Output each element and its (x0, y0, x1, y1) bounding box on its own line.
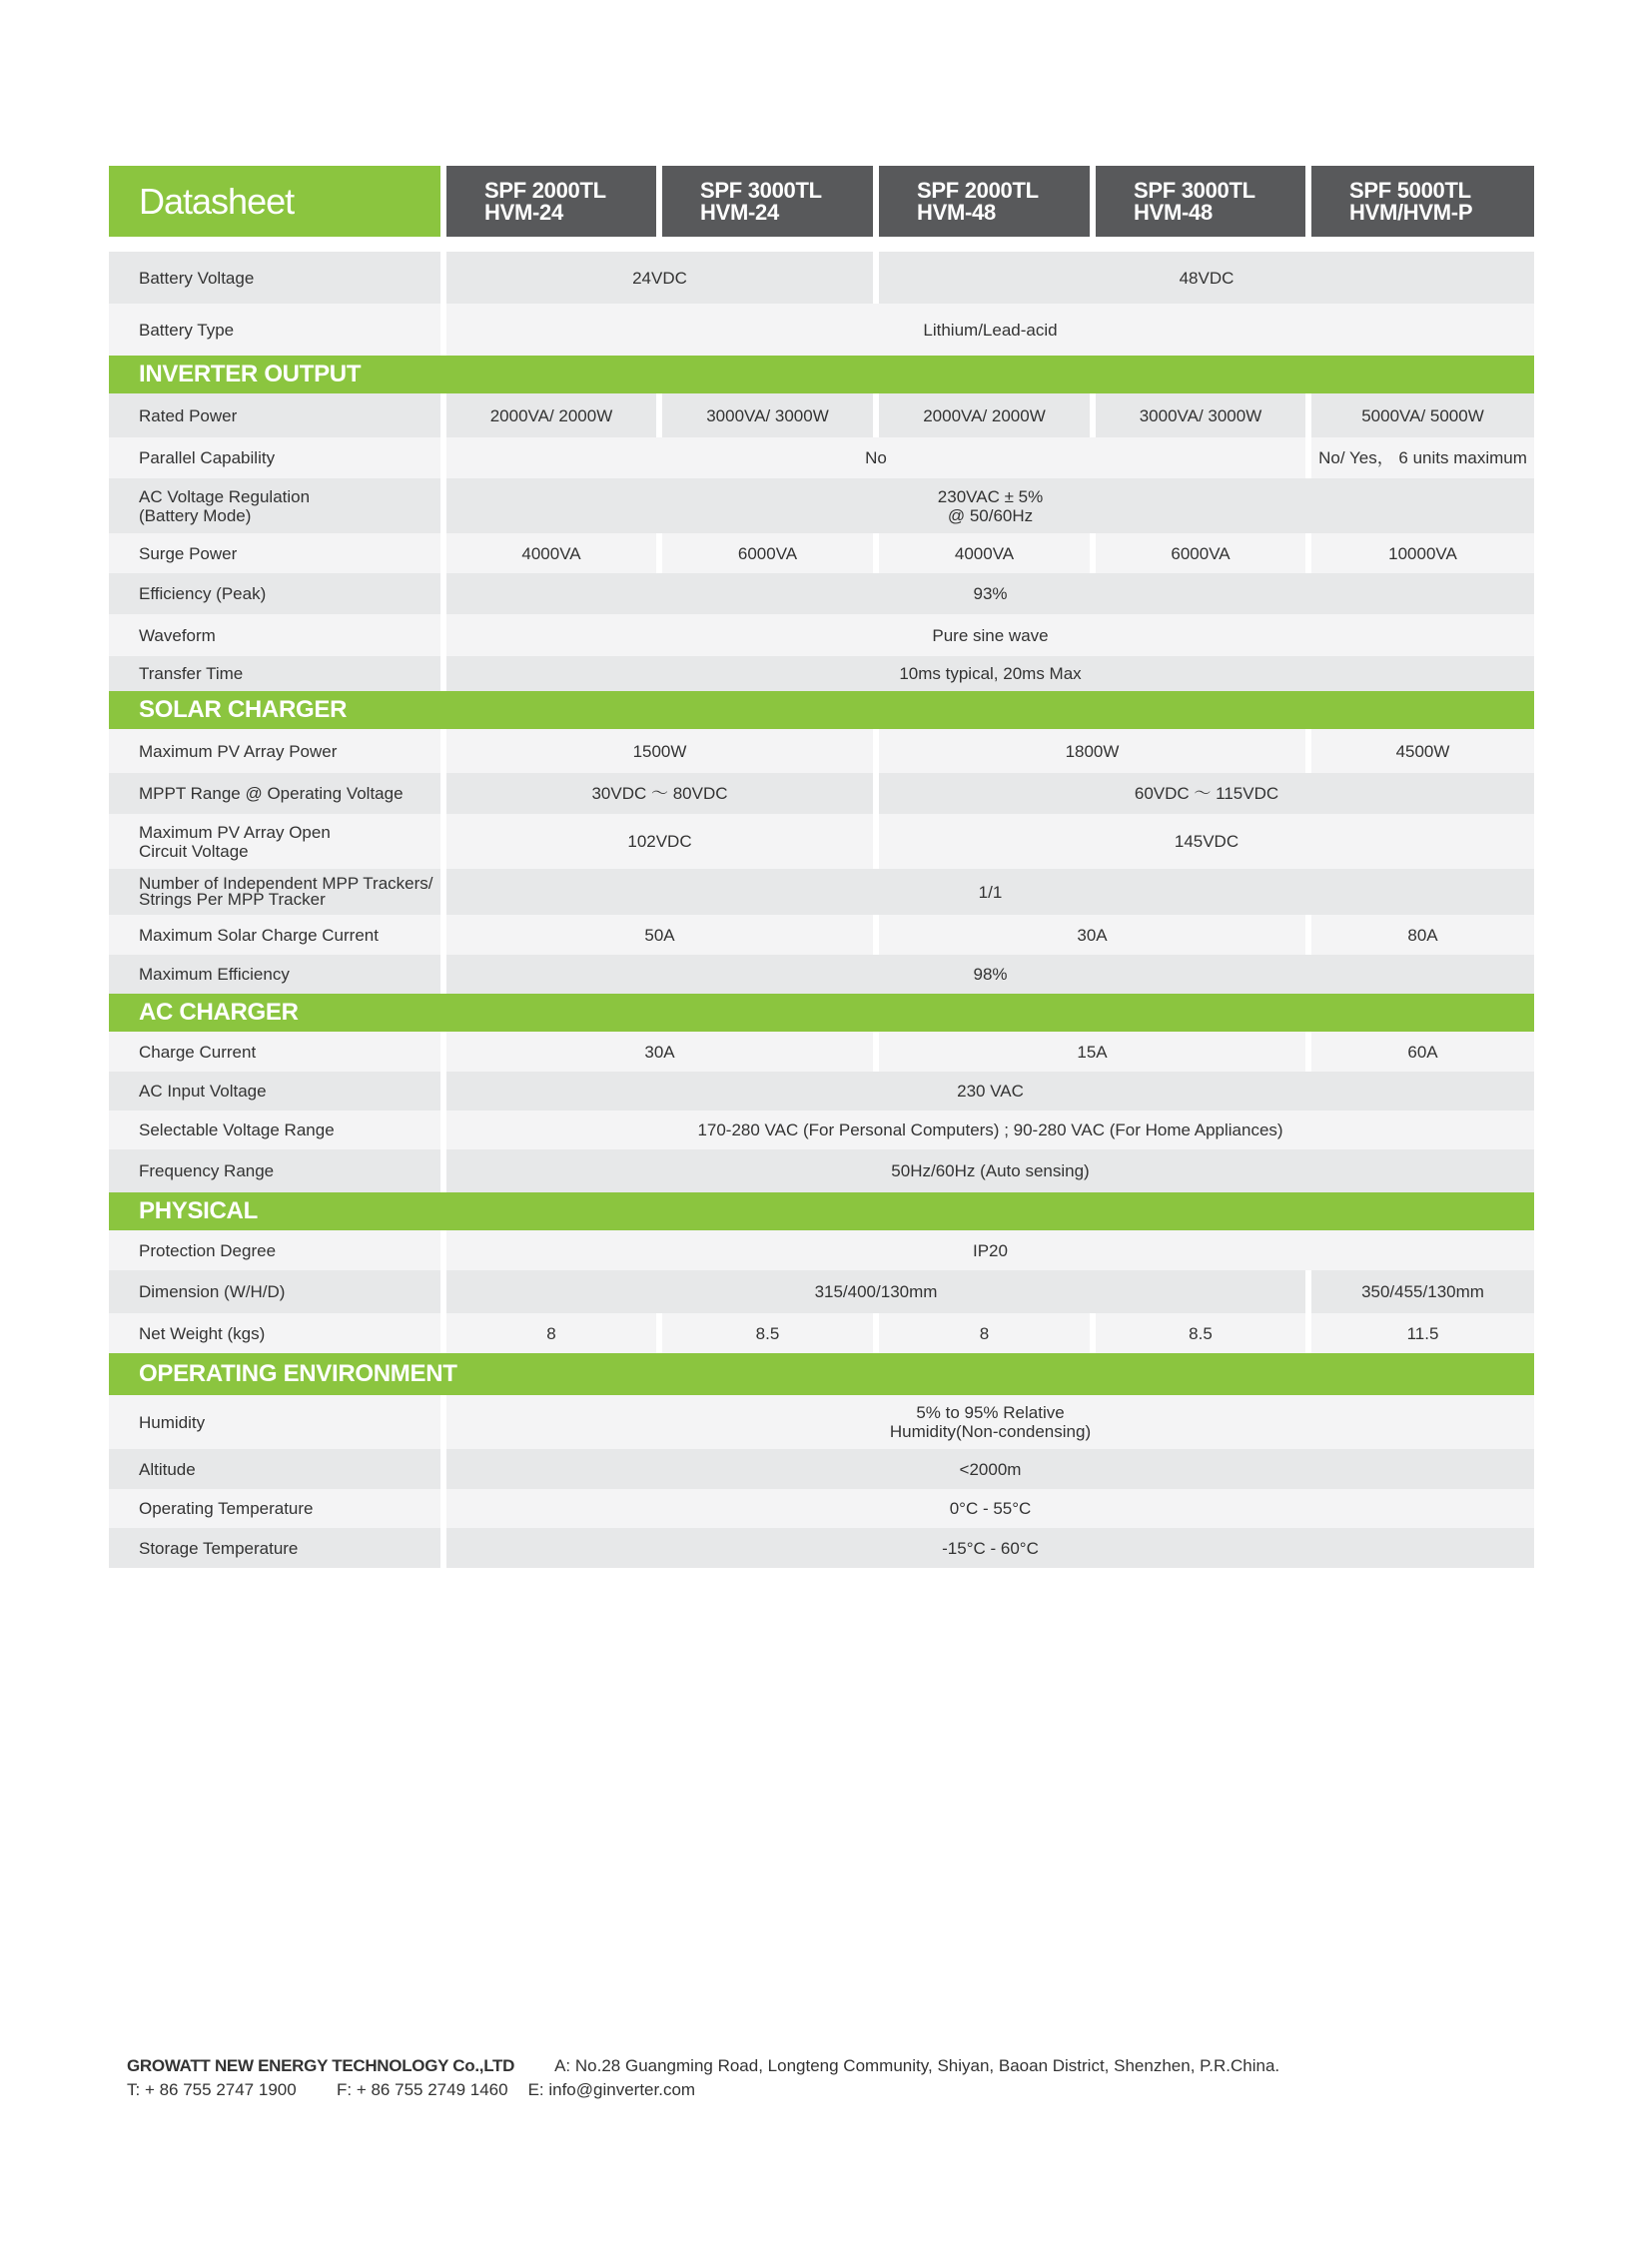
table-row (109, 1149, 1534, 1192)
table-row (109, 729, 1534, 773)
row-label: Charge Current (109, 1032, 440, 1072)
cell-value: 8.5 (1096, 1313, 1305, 1353)
cell-value: 24VDC (446, 252, 873, 304)
row-label: Humidity (109, 1395, 440, 1449)
row-label: Battery Type (109, 304, 440, 356)
row-label: Net Weight (kgs) (109, 1313, 440, 1353)
table-row (109, 614, 1534, 656)
cell-value: No (446, 437, 1305, 478)
table-row (109, 1230, 1534, 1270)
cell-value: 4500W (1311, 729, 1534, 773)
cell-value: 0°C - 55°C (446, 1489, 1534, 1528)
cell-value: 5% to 95% Relative Humidity(Non-condensing) (446, 1395, 1534, 1449)
row-label: Transfer Time (109, 656, 440, 691)
table-row (109, 478, 1534, 533)
phone-number: T: + 86 755 2747 1900 (127, 2080, 297, 2099)
footer (127, 2054, 1279, 2102)
cell-value: 6000VA (662, 533, 873, 573)
cell-value: Lithium/Lead-acid (446, 304, 1534, 356)
row-label: Protection Degree (109, 1230, 440, 1270)
cell-value: 1/1 (446, 869, 1534, 915)
cell-value: 315/400/130mm (446, 1270, 1305, 1313)
company-address: A: No.28 Guangming Road, Longteng Community, Shiyan, Baoan District, Shenzhen, P.R.China. (554, 2056, 1280, 2075)
table-row (109, 573, 1534, 614)
table-row (109, 1111, 1534, 1149)
cell-value: 102VDC (446, 814, 873, 869)
cell-value: 30A (446, 1032, 873, 1072)
table-row (109, 1072, 1534, 1111)
row-label: Battery Voltage (109, 252, 440, 304)
cell-value: 3000VA/ 3000W (662, 393, 873, 437)
cell-value: 350/455/130mm (1311, 1270, 1534, 1313)
table-row (109, 773, 1534, 814)
row-label: Selectable Voltage Range (109, 1111, 440, 1149)
cell-value: No/ Yes， 6 units maximum (1311, 437, 1534, 478)
cell-value: 60A (1311, 1032, 1534, 1072)
row-label: Operating Temperature (109, 1489, 440, 1528)
section-header-inverter: INVERTER OUTPUT (109, 356, 1534, 393)
email-address: E: info@ginverter.com (527, 2080, 696, 2099)
cell-value: 170-280 VAC (For Personal Computers) ; 90-280 VAC (For Home Appliances) (446, 1111, 1534, 1149)
cell-value: 8.5 (662, 1313, 873, 1353)
table-row (109, 955, 1534, 994)
row-label: Maximum Solar Charge Current (109, 915, 440, 955)
model-header: SPF 5000TL HVM/HVM-P (1311, 166, 1534, 237)
cell-value: 15A (879, 1032, 1305, 1072)
table-row (109, 393, 1534, 437)
datasheet (109, 166, 1534, 1568)
cell-value: IP20 (446, 1230, 1534, 1270)
row-label: Altitude (109, 1449, 440, 1489)
row-label: Maximum PV Array Open Circuit Voltage (109, 814, 440, 869)
row-label: MPPT Range @ Operating Voltage (109, 773, 440, 814)
table-row (109, 1449, 1534, 1489)
section-header-environment: OPERATING ENVIRONMENT (109, 1353, 1534, 1395)
cell-value: 3000VA/ 3000W (1096, 393, 1305, 437)
row-label: Frequency Range (109, 1149, 440, 1192)
table-row (109, 656, 1534, 691)
cell-value: 60VDC ～ 115VDC (879, 773, 1534, 814)
model-header: SPF 2000TL HVM-48 (879, 166, 1090, 237)
table-row (109, 1395, 1534, 1449)
cell-value: 80A (1311, 915, 1534, 955)
cell-value: 6000VA (1096, 533, 1305, 573)
cell-value: <2000m (446, 1449, 1534, 1489)
cell-value: 8 (446, 1313, 656, 1353)
section-header-ac-charger: AC CHARGER (109, 994, 1534, 1032)
table-row (109, 915, 1534, 955)
row-label: Parallel Capability (109, 437, 440, 478)
fax-number: F: + 86 755 2749 1460 (337, 2080, 508, 2099)
row-label: Dimension (W/H/D) (109, 1270, 440, 1313)
datasheet-title: Datasheet (109, 166, 440, 237)
table-row (109, 1313, 1534, 1353)
row-label: Surge Power (109, 533, 440, 573)
row-label: Rated Power (109, 393, 440, 437)
row-label: Maximum Efficiency (109, 955, 440, 994)
cell-value: 4000VA (446, 533, 656, 573)
section-header-physical: PHYSICAL (109, 1192, 1534, 1230)
table-row (109, 1528, 1534, 1568)
row-label: Maximum PV Array Power (109, 729, 440, 773)
cell-value: -15°C - 60°C (446, 1528, 1534, 1568)
cell-value: 4000VA (879, 533, 1090, 573)
company-name: GROWATT NEW ENERGY TECHNOLOGY Co.,LTD (127, 2056, 515, 2075)
row-label: AC Input Voltage (109, 1072, 440, 1111)
cell-value: 30VDC ～ 80VDC (446, 773, 873, 814)
cell-value: 50A (446, 915, 873, 955)
table-row (109, 304, 1534, 356)
cell-value: 5000VA/ 5000W (1311, 393, 1534, 437)
cell-value: 1500W (446, 729, 873, 773)
cell-value: 145VDC (879, 814, 1534, 869)
row-label: Storage Temperature (109, 1528, 440, 1568)
cell-value: 98% (446, 955, 1534, 994)
table-row (109, 1489, 1534, 1528)
cell-value: 11.5 (1311, 1313, 1534, 1353)
cell-value: 2000VA/ 2000W (446, 393, 656, 437)
cell-value: 10ms typical, 20ms Max (446, 656, 1534, 691)
table-row (109, 869, 1534, 915)
section-header-solar: SOLAR CHARGER (109, 691, 1534, 729)
table-row (109, 1032, 1534, 1072)
cell-value: 1800W (879, 729, 1305, 773)
model-header: SPF 2000TL HVM-24 (446, 166, 656, 237)
cell-value: 2000VA/ 2000W (879, 393, 1090, 437)
table-row (109, 1270, 1534, 1313)
cell-value: 50Hz/60Hz (Auto sensing) (446, 1149, 1534, 1192)
table-row (109, 814, 1534, 869)
row-label: Waveform (109, 614, 440, 656)
table-row (109, 252, 1534, 304)
cell-value: 10000VA (1311, 533, 1534, 573)
cell-value: 30A (879, 915, 1305, 955)
row-label: Efficiency (Peak) (109, 573, 440, 614)
table-row (109, 437, 1534, 478)
cell-value: 48VDC (879, 252, 1534, 304)
cell-value: 93% (446, 573, 1534, 614)
row-label: Number of Independent MPP Trackers/ Strings Per MPP Tracker (109, 869, 440, 915)
table-row (109, 533, 1534, 573)
model-header: SPF 3000TL HVM-48 (1096, 166, 1305, 237)
row-label: AC Voltage Regulation (Battery Mode) (109, 478, 440, 533)
cell-value: 8 (879, 1313, 1090, 1353)
model-header: SPF 3000TL HVM-24 (662, 166, 873, 237)
datasheet-header (109, 166, 1534, 237)
cell-value: 230 VAC (446, 1072, 1534, 1111)
cell-value: 230VAC ± 5% @ 50/60Hz (446, 478, 1534, 533)
cell-value: Pure sine wave (446, 614, 1534, 656)
